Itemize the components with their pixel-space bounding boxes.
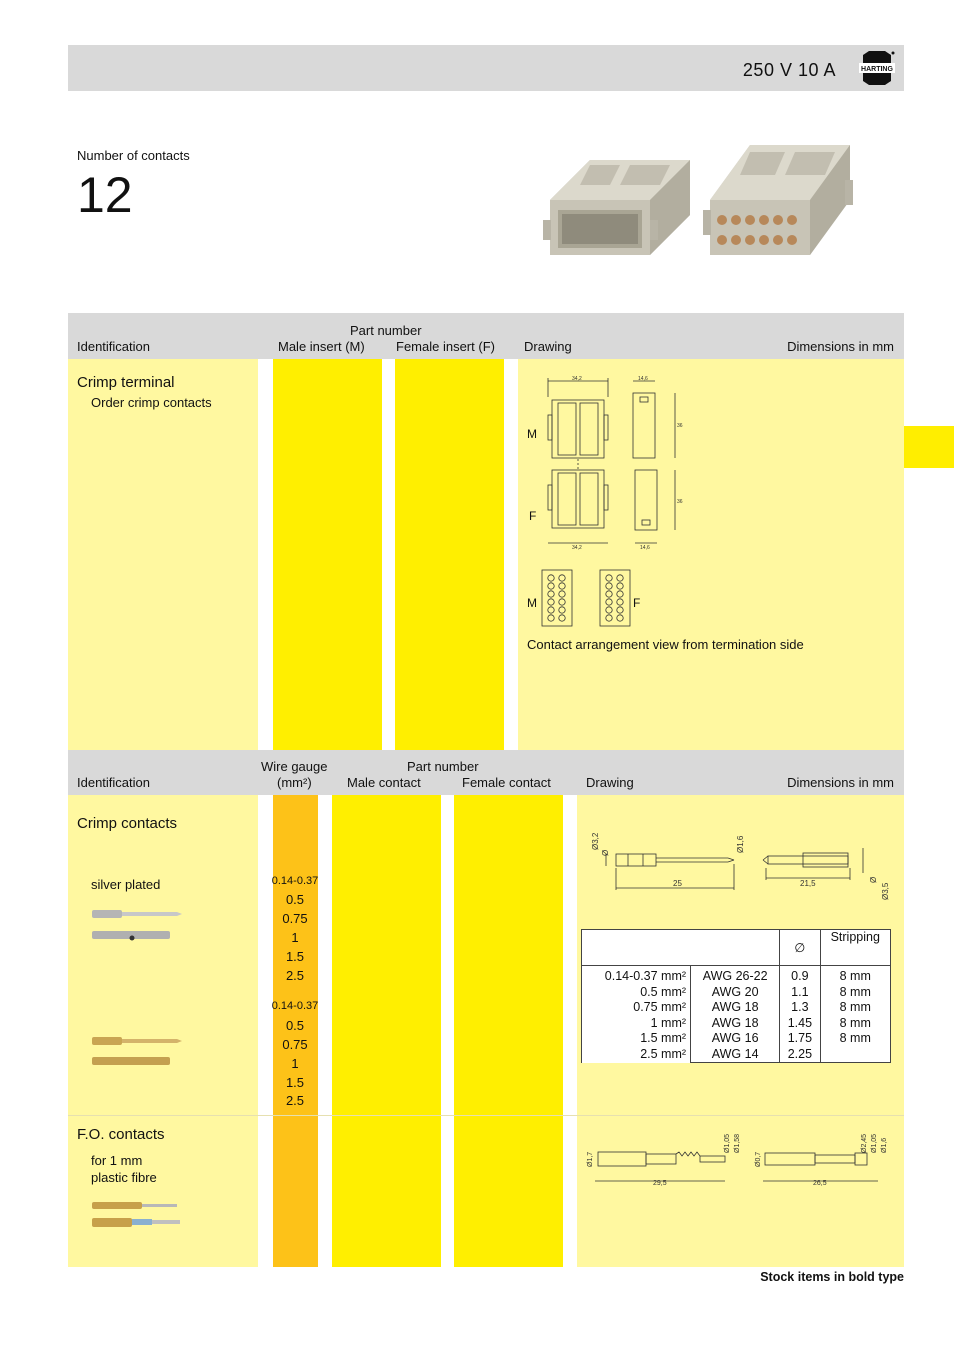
svg-text:Ø1,7: Ø1,7 bbox=[587, 1151, 594, 1167]
silver-contacts-image bbox=[90, 905, 185, 945]
s2-variant: silver plated bbox=[91, 877, 161, 892]
s1-col-identification: Identification bbox=[77, 339, 150, 354]
crimp-contact-drawing bbox=[588, 818, 893, 903]
s2-male-cell bbox=[332, 795, 441, 1267]
s3-sub1: for 1 mm bbox=[91, 1153, 143, 1168]
s1-male-cell bbox=[273, 359, 382, 750]
s1-partnumber-label: Part number bbox=[350, 323, 422, 338]
s1-subtitle: Order crimp contacts bbox=[91, 395, 212, 410]
s3-sub2: plastic fibre bbox=[91, 1170, 157, 1185]
fo-contact-drawing bbox=[583, 1125, 898, 1190]
svg-text:25: 25 bbox=[673, 879, 682, 888]
gauge-b-3: 1 bbox=[291, 1056, 299, 1071]
svg-text:Ø1,05: Ø1,05 bbox=[871, 1133, 878, 1153]
side-tab bbox=[904, 426, 954, 468]
fo-contacts-image bbox=[90, 1198, 185, 1233]
s1-col-female: Female insert (F) bbox=[396, 339, 495, 354]
gauge-a-3: 1 bbox=[291, 930, 299, 945]
s2-col-wire-gauge: Wire gauge bbox=[261, 759, 328, 774]
spec-col-awg: AWG 26-22 AWG 20 AWG 18 AWG 18 AWG 16 AWG 14 bbox=[691, 966, 780, 1063]
svg-text:Ø1,58: Ø1,58 bbox=[734, 1133, 741, 1153]
svg-text:Ø3,2: Ø3,2 bbox=[591, 832, 600, 850]
s1-col-drawing: Drawing bbox=[524, 339, 572, 354]
s1-female-cell bbox=[395, 359, 504, 750]
s2-partnumber-label: Part number bbox=[407, 759, 479, 774]
s1-label-m: M bbox=[527, 427, 537, 441]
harting-logo bbox=[857, 49, 897, 87]
gauge-b-4: 1.5 bbox=[285, 1075, 305, 1090]
spec-col-mm: 0.14-0.37 mm² 0.5 mm² 0.75 mm² 1 mm² 1.5 mm² 2.5 mm² bbox=[582, 966, 691, 1063]
section-divider bbox=[68, 1115, 904, 1116]
wire-spec-table bbox=[581, 929, 891, 1063]
gauge-a-2: 0.75 bbox=[282, 911, 308, 926]
svg-text:Ø: Ø bbox=[601, 849, 610, 856]
s1-label-f: F bbox=[529, 509, 537, 523]
gauge-b-5: 2.5 bbox=[285, 1093, 305, 1108]
s2-col-dimensions: Dimensions in mm bbox=[787, 775, 894, 790]
spec-col-strip: 8 mm 8 mm 8 mm 8 mm 8 mm bbox=[820, 966, 891, 1063]
svg-text:HARTING: HARTING bbox=[861, 66, 893, 73]
stripping-header: Stripping bbox=[820, 930, 891, 966]
s1-label-m2: M bbox=[527, 596, 537, 610]
s2-female-cell bbox=[454, 795, 563, 1267]
s3-title: F.O. contacts bbox=[77, 1126, 165, 1143]
svg-text:26,5: 26,5 bbox=[813, 1180, 827, 1187]
svg-text:Ø0,7: Ø0,7 bbox=[755, 1151, 762, 1167]
product-photo bbox=[540, 130, 860, 270]
s1-col-dimensions: Dimensions in mm bbox=[787, 339, 894, 354]
svg-text:21,5: 21,5 bbox=[800, 879, 816, 888]
rating-text: 250 V 10 A bbox=[742, 60, 836, 80]
contacts-value: 12 bbox=[77, 167, 133, 223]
svg-text:29,5: 29,5 bbox=[653, 1180, 667, 1187]
svg-text:Ø3,5: Ø3,5 bbox=[881, 882, 890, 900]
svg-text:Ø2,45: Ø2,45 bbox=[861, 1133, 868, 1153]
gauge-b-2: 0.75 bbox=[282, 1037, 308, 1052]
stock-note: Stock items in bold type bbox=[760, 1270, 904, 1284]
gauge-a-0: 0.14-0.37 bbox=[271, 875, 319, 887]
s1-ident-cell bbox=[68, 359, 258, 750]
insert-drawing bbox=[540, 375, 690, 550]
svg-text:14,6: 14,6 bbox=[640, 545, 650, 550]
s2-col-wire-unit: (mm²) bbox=[277, 775, 312, 790]
svg-text:36: 36 bbox=[677, 499, 683, 505]
s2-col-drawing: Drawing bbox=[586, 775, 634, 790]
s2-col-identification: Identification bbox=[77, 775, 150, 790]
gauge-a-4: 1.5 bbox=[285, 949, 305, 964]
s2-ident-cell bbox=[68, 795, 258, 1267]
spec-col-dia: 0.9 1.1 1.3 1.45 1.75 2.25 bbox=[780, 966, 820, 1063]
svg-text:Ø1,05: Ø1,05 bbox=[724, 1133, 731, 1153]
gauge-b-0: 0.14-0.37 bbox=[271, 1000, 319, 1012]
contact-arrangement bbox=[540, 568, 640, 630]
s1-title: Crimp terminal bbox=[77, 374, 175, 391]
s2-col-female: Female contact bbox=[462, 775, 551, 790]
contacts-label: Number of contacts bbox=[77, 148, 190, 163]
gold-contacts-image bbox=[90, 1032, 185, 1070]
svg-text:34,2: 34,2 bbox=[572, 545, 582, 550]
s2-col-male: Male contact bbox=[347, 775, 421, 790]
svg-text:34,2: 34,2 bbox=[572, 376, 582, 382]
svg-text:Ø: Ø bbox=[869, 876, 878, 883]
gauge-b-1: 0.5 bbox=[285, 1018, 305, 1033]
svg-text:Ø1,6: Ø1,6 bbox=[736, 835, 745, 853]
s1-caption: Contact arrangement view from termination side bbox=[527, 637, 804, 652]
s1-col-male: Male insert (M) bbox=[278, 339, 365, 354]
svg-text:14,6: 14,6 bbox=[638, 376, 648, 382]
dia-header: ∅ bbox=[780, 930, 820, 966]
gauge-a-5: 2.5 bbox=[285, 968, 305, 983]
s1-label-f2: F bbox=[633, 596, 641, 610]
s2-title: Crimp contacts bbox=[77, 815, 178, 832]
svg-text:Ø1,6: Ø1,6 bbox=[881, 1137, 888, 1153]
svg-text:36: 36 bbox=[677, 423, 683, 429]
gauge-a-1: 0.5 bbox=[285, 892, 305, 907]
